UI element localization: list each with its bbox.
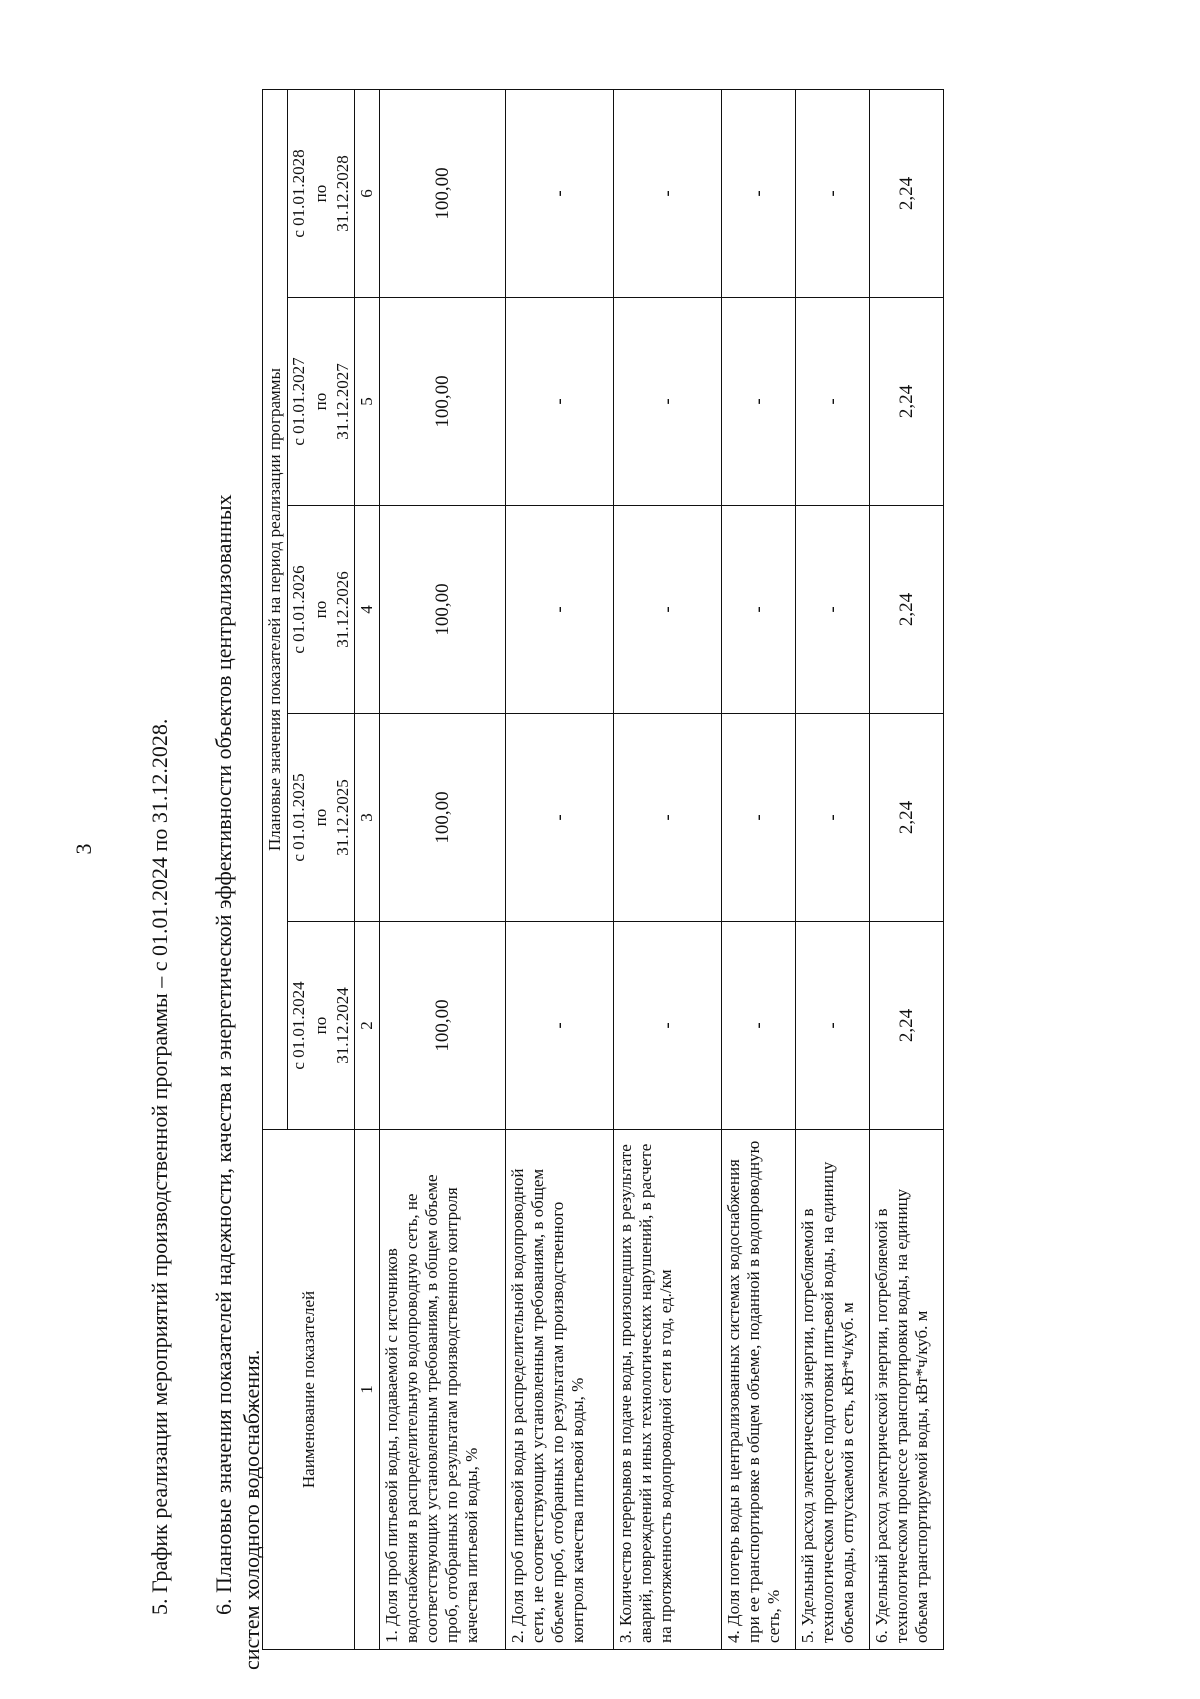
indicator-value: - <box>722 714 796 922</box>
indicator-value: - <box>506 506 614 714</box>
indicator-value: - <box>796 506 870 714</box>
period-header-2024: с 01.01.2024 по 31.12.2024 <box>288 922 355 1130</box>
planned-values-group-header: Плановые значения показателей на период реализации программы <box>263 90 288 1130</box>
indicator-value: 100,00 <box>380 506 506 714</box>
indicator-value: - <box>614 90 722 298</box>
indicator-name: 3. Количество перерывов в подаче воды, произошедших в результате аварий, повреждений и иных технологических нарушений, в расчете на протяженность водопроводной сети в год, ед./км <box>614 1130 722 1650</box>
indicator-value: - <box>506 922 614 1130</box>
indicator-value: - <box>796 922 870 1130</box>
section-6-heading-line-1: 6. Плановые значения показателей надежности, качества и энергетической эффективности объектов централизованных <box>211 494 236 1615</box>
column-number-row <box>355 90 380 1650</box>
column-number: 5 <box>355 298 380 506</box>
indicator-value: 2,24 <box>870 922 944 1130</box>
indicator-name: 5. Удельный расход электрической энергии, потребляемой в технологическом процессе подготовки питьевой воды, на единицу объема воды, отпускаемой в сеть, кВт*ч/куб. м <box>796 1130 870 1650</box>
table-header-row <box>263 90 288 1650</box>
indicator-value: - <box>722 298 796 506</box>
indicator-value: 2,24 <box>870 506 944 714</box>
indicator-name: 4. Доля потерь воды в централизованных системах водоснабжения при ее транспортировке в общем объеме, поданной в водопроводную сеть, % <box>722 1130 796 1650</box>
indicator-value: - <box>796 90 870 298</box>
indicator-value: 2,24 <box>870 298 944 506</box>
indicator-value: - <box>796 714 870 922</box>
table-row <box>506 90 614 1650</box>
indicator-name: 2. Доля проб питьевой воды в распределительной водопроводной сети, не соответствующих установленным требованиям, в общем объеме проб, отобранных по результатам производственного контроля качества питьевой воды, % <box>506 1130 614 1650</box>
indicator-value: 100,00 <box>380 714 506 922</box>
table-row <box>796 90 870 1650</box>
period-header-2028: с 01.01.2028 по 31.12.2028 <box>288 90 355 298</box>
indicator-value: 2,24 <box>870 90 944 298</box>
indicator-value: - <box>506 714 614 922</box>
period-header-2025: с 01.01.2025 по 31.12.2025 <box>288 714 355 922</box>
table-row <box>614 90 722 1650</box>
indicator-value: 100,00 <box>380 298 506 506</box>
indicator-value: - <box>614 506 722 714</box>
section-6-heading-line-2: систем холодного водоснабжения. <box>239 1349 264 1670</box>
indicator-name: 1. Доля проб питьевой воды, подаваемой с источников водоснабжения в распределительную водопроводную сеть, не соответствующих установленным требованиям, в общем объеме проб, отобранных по результатам производственного контроля качества питьевой воды, % <box>380 1130 506 1650</box>
indicator-value: 2,24 <box>870 714 944 922</box>
indicator-value: - <box>722 922 796 1130</box>
indicator-value: - <box>506 90 614 298</box>
indicator-value: - <box>614 922 722 1130</box>
rotated-page-content <box>140 60 1100 1670</box>
column-number: 6 <box>355 90 380 298</box>
indicator-value: - <box>614 714 722 922</box>
indicator-value: 100,00 <box>380 922 506 1130</box>
indicators-table <box>262 89 944 1650</box>
indicator-value: - <box>796 298 870 506</box>
table-row <box>870 90 944 1650</box>
column-number: 4 <box>355 506 380 714</box>
indicator-value: - <box>614 298 722 506</box>
indicator-value: - <box>506 298 614 506</box>
indicator-value: - <box>722 90 796 298</box>
column-number: 3 <box>355 714 380 922</box>
column-number: 1 <box>355 1130 380 1650</box>
period-header-2026: с 01.01.2026 по 31.12.2026 <box>288 506 355 714</box>
table-row <box>380 90 506 1650</box>
table-row <box>722 90 796 1650</box>
name-column-header: Наименование показателей <box>263 1130 355 1650</box>
section-5-heading: 5. График реализации мероприятий производственной программы – с 01.01.2024 по 31.12.2028. <box>147 718 172 1615</box>
indicator-value: 100,00 <box>380 90 506 298</box>
period-header-2027: с 01.01.2027 по 31.12.2027 <box>288 298 355 506</box>
indicator-value: - <box>722 506 796 714</box>
column-number: 2 <box>355 922 380 1130</box>
indicator-name: 6. Удельный расход электрической энергии, потребляемой в технологическом процессе транспортировки воды, на единицу объема транспортируемой воды, кВт*ч/куб. м <box>870 1130 944 1650</box>
page-number: 3 <box>71 843 96 855</box>
